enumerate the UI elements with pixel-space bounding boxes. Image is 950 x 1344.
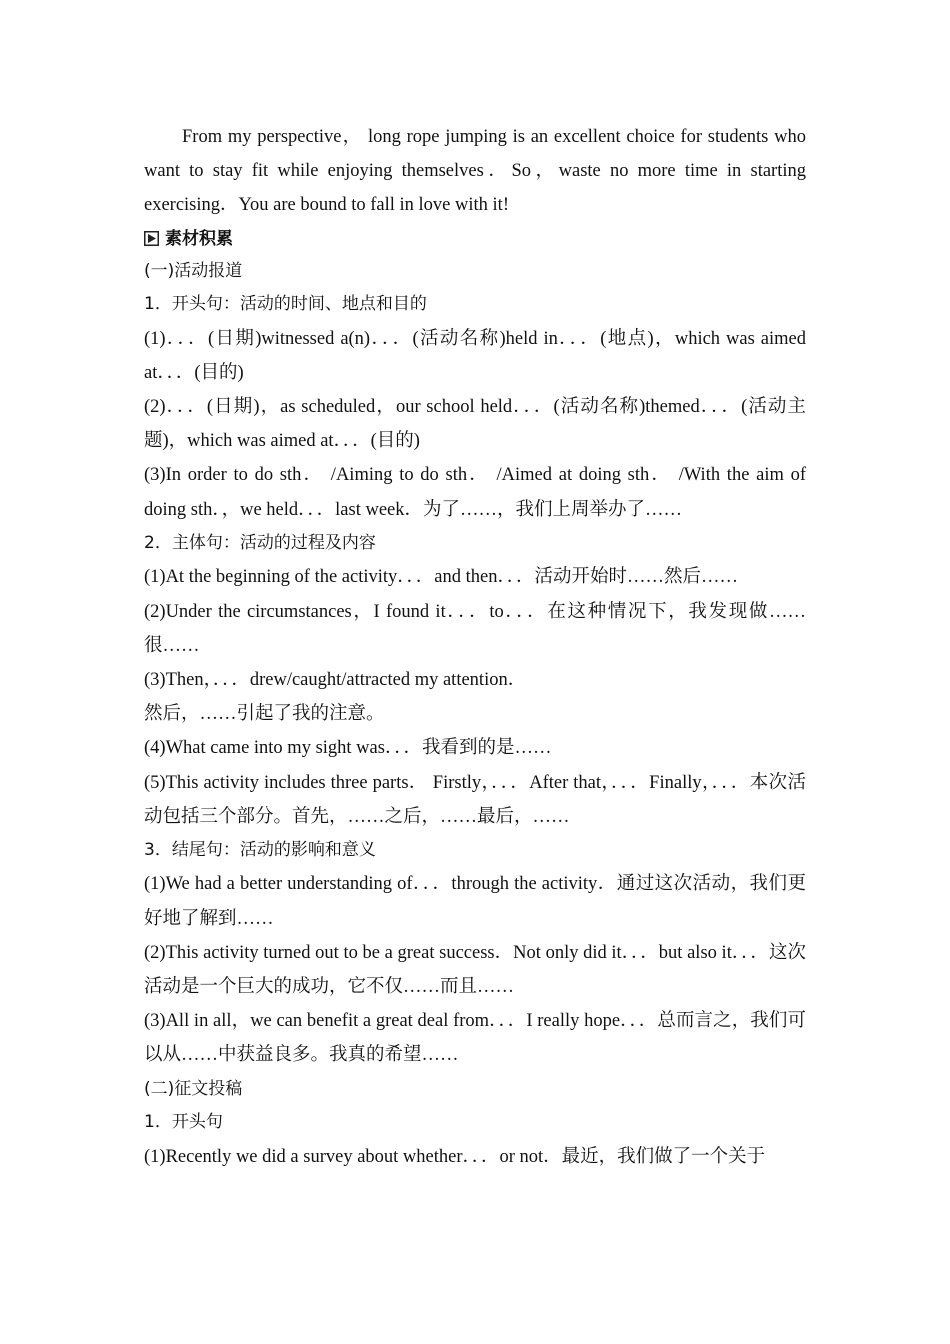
document-body: [144, 120, 806, 1174]
list-item: (2)This activity turned out to be a great success．Not only did it．．．but also it．．．这次活动是一个巨大的成功，它不仅……而且……: [144, 942, 806, 998]
part1-heading: (一)活动报道: [144, 260, 243, 281]
list-item: (2)．．．(日期)，as scheduled，our school held．．．(活动名称)themed．．．(活动主题)，which was aimed at．．．(目的): [144, 397, 806, 452]
list-item: (5)This activity includes three parts． Firstly，．．．After that，．．．Finally，．．．本次活动包括三个部分。首先，……之后，……最后，……: [144, 772, 806, 827]
section-title-text: 素材积累: [165, 228, 233, 249]
list-item: (3)In order to do sth． /Aiming to do sth． /Aimed at doing sth． /With the aim of doing sth．，we held．．．last week．为了……，我们上周举办了……: [144, 465, 806, 520]
list-item: (1)We had a better understanding of．．．through the activity．通过这次活动，我们更好地了解到……: [144, 874, 806, 929]
list-item: (4)What came into my sight was．．．我看到的是……: [144, 738, 552, 759]
section-title: [144, 223, 806, 255]
list-item: (2)Under the circumstances，I found it．．．to．．．在这种情况下，我发现做……很……: [144, 601, 806, 656]
part2-sub1-heading: 1．开头句: [144, 1112, 223, 1133]
list-item: 然后，……引起了我的注意。: [144, 704, 385, 725]
play-triangle-icon: [144, 231, 159, 246]
list-item: (3)Then，．．．drew/caught/attracted my attention．: [144, 669, 527, 690]
list-item: (1)．．．(日期)witnessed a(n)．．．(活动名称)held in．．．(地点)，which was aimed at．．．(目的): [144, 328, 806, 383]
part2-heading: (二)征文投稿: [144, 1078, 243, 1099]
part1-sub1-heading: 1．开头句：活动的时间、地点和目的: [144, 294, 427, 315]
list-item: (1)Recently we did a survey about whether．．．or not．最近，我们做了一个关于: [144, 1146, 766, 1167]
intro-paragraph: From my perspective， long rope jumping is an excellent choice for students who want to stay fit while enjoying themselves．So，waste no more time in starting exercising．You are bound to fall in love with it!: [144, 127, 806, 216]
part1-sub2-heading: 2．主体句：活动的过程及内容: [144, 532, 376, 553]
list-item: (1)At the beginning of the activity．．．and then．．．活动开始时……然后……: [144, 567, 738, 588]
part1-sub3-heading: 3．结尾句：活动的影响和意义: [144, 839, 376, 860]
list-item: (3)All in all，we can benefit a great deal from．．．I really hope．．．总而言之，我们可以从……中获益良多。我真的希望……: [144, 1011, 806, 1066]
